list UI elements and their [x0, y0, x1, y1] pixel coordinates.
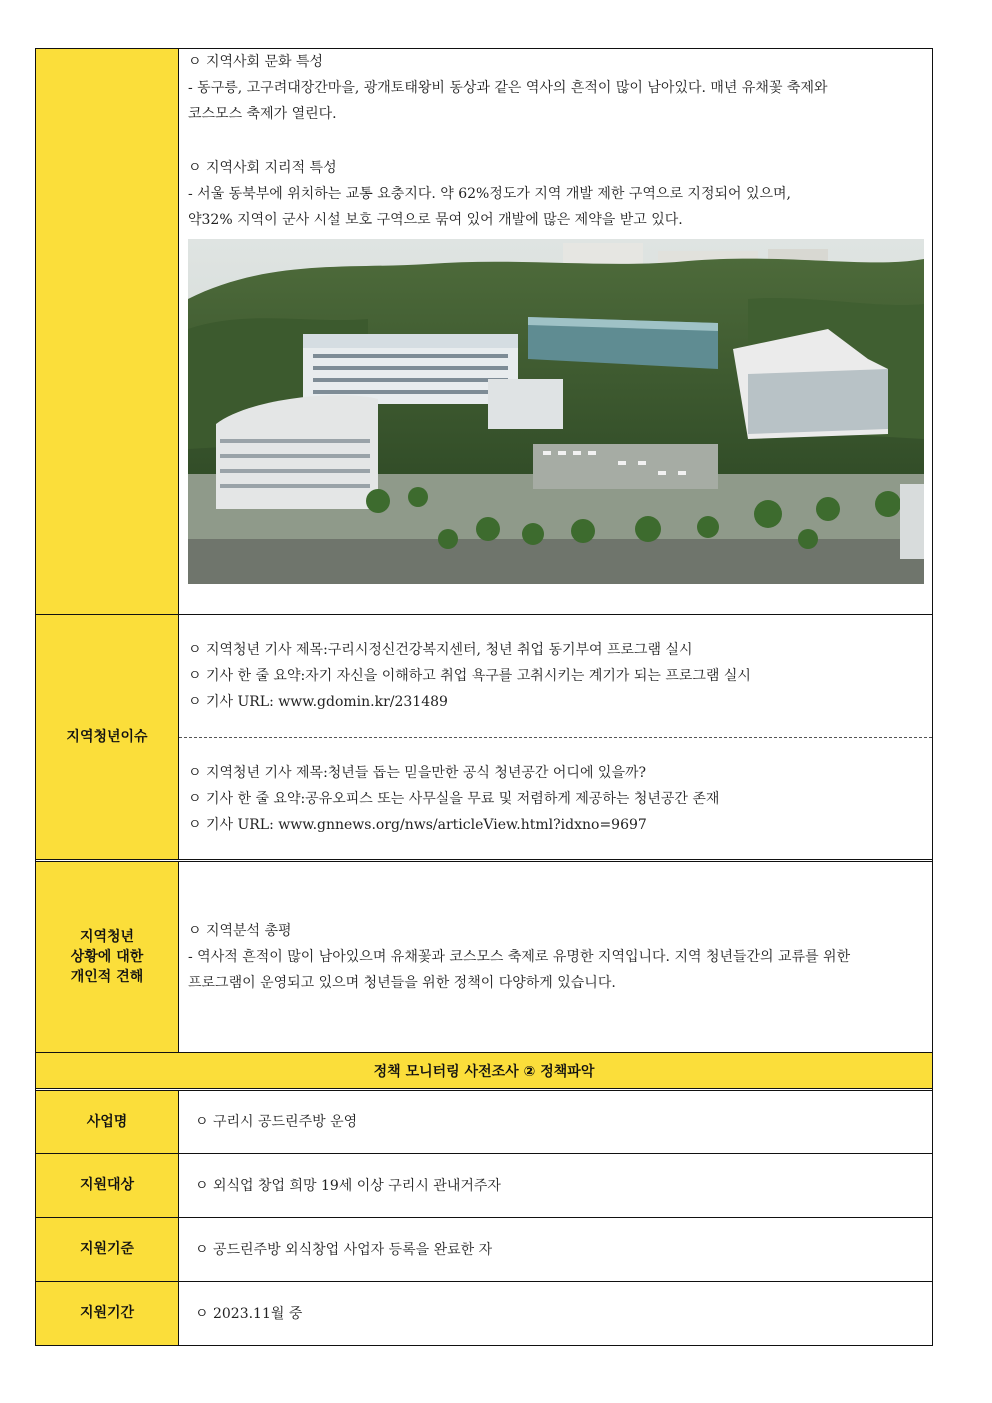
policy-row: [36, 1281, 932, 1345]
geo-line-2: 약32% 지역이 군사 시설 보호 구역으로 묶여 있어 개발에 많은 제약을 받고 있다.: [188, 212, 683, 228]
policy-row-label: 지원기준: [36, 1218, 179, 1281]
article-1: [179, 615, 932, 737]
youth-issue-row: [36, 614, 932, 859]
policy-section-title: 정책 모니터링 사전조사 ② 정책파악: [36, 1053, 932, 1088]
youth-issue-label: 지역청년이슈: [36, 615, 179, 859]
city-hall-aerial-photo: [188, 239, 924, 584]
policy-row-label: 지원기간: [36, 1282, 179, 1345]
region-label-cell: [36, 49, 179, 614]
opinion-heading: ㅇ 지역분석 총평: [188, 923, 292, 939]
policy-row-value: ㅇ 공드린주방 외식창업 사업자 등록을 완료한 자: [195, 1241, 493, 1258]
youth-issue-content: [179, 615, 932, 859]
culture-heading: ㅇ 지역사회 문화 특성: [188, 54, 324, 70]
article-1-summary: ㅇ 기사 한 줄 요약:자기 자신을 이해하고 취업 욕구를 고취시키는 계기가 되는 프로그램 실시: [188, 668, 751, 684]
policy-row-value-cell: [179, 1282, 932, 1345]
article-2-title: ㅇ 지역청년 기사 제목:청년들 돕는 믿을만한 공식 청년공간 어디에 있을까?: [188, 765, 646, 781]
policy-row: [36, 1217, 932, 1281]
policy-row-value-cell: [179, 1091, 932, 1153]
article-1-url: ㅇ 기사 URL: www.gdomin.kr/231489: [188, 694, 448, 710]
policy-row-value: ㅇ 구리시 공드린주방 운영: [195, 1114, 358, 1130]
article-2-url: ㅇ 기사 URL: www.gnnews.org/nws/articleView.html?idxno=9697: [188, 817, 647, 833]
geo-line-1: - 서울 동북부에 위치하는 교통 요충지다. 약 62%정도가 지역 개발 제한 구역으로 지정되어 있으며,: [188, 186, 791, 202]
article-1-title: ㅇ 지역청년 기사 제목:구리시정신건강복지센터, 청년 취업 동기부여 프로그램 실시: [188, 642, 693, 658]
opinion-label-line-3: 개인적 견해: [70, 969, 144, 986]
opinion-line-1: - 역사적 흔적이 많이 남아있으며 유채꽃과 코스모스 축제로 유명한 지역입니다. 지역 청년들간의 교류를 위한: [188, 949, 851, 965]
opinion-label: [36, 862, 179, 1052]
culture-line-1: - 동구릉, 고구려대장간마을, 광개토태왕비 동상과 같은 역사의 흔적이 많이 남아있다. 매년 유채꽃 축제와: [188, 80, 828, 96]
policy-row-value: ㅇ 2023.11월 중: [195, 1305, 303, 1322]
policy-row-value-cell: [179, 1218, 932, 1281]
region-row: [36, 49, 932, 614]
policy-row-label: 지원대상: [36, 1154, 179, 1217]
article-2: [179, 737, 932, 860]
policy-row-value-cell: [179, 1154, 932, 1217]
culture-line-2: 코스모스 축제가 열린다.: [188, 106, 337, 122]
opinion-row: [36, 859, 932, 1052]
opinion-content: [179, 862, 932, 1052]
policy-row-value: ㅇ 외식업 창업 희망 19세 이상 구리시 관내거주자: [195, 1177, 501, 1194]
policy-section-header: [36, 1052, 932, 1088]
policy-row: [36, 1088, 932, 1153]
opinion-label-line-1: 지역청년: [79, 928, 135, 945]
geo-heading: ㅇ 지역사회 지리적 특성: [188, 160, 337, 176]
opinion-line-2: 프로그램이 운영되고 있으며 청년들을 위한 정책이 다양하게 있습니다.: [188, 975, 616, 991]
article-2-summary: ㅇ 기사 한 줄 요약:공유오피스 또는 사무실을 무료 및 저렴하게 제공하는 청년공간 존재: [188, 791, 720, 807]
document-table: [35, 48, 933, 1346]
policy-row-label: 사업명: [36, 1091, 179, 1153]
opinion-label-line-2: 상황에 대한: [70, 948, 144, 965]
policy-row: [36, 1153, 932, 1217]
region-content: [179, 49, 932, 614]
